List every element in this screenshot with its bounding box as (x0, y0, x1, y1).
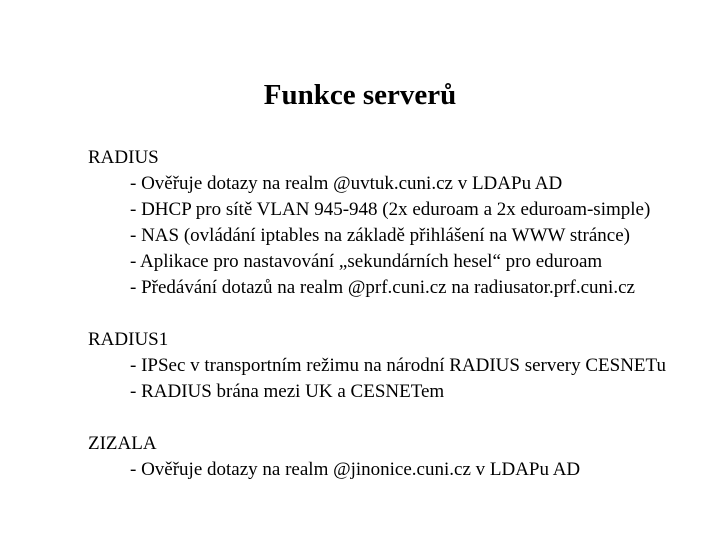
list-item: - Ověřuje dotazy na realm @jinonice.cuni.cz v LDAPu AD (130, 459, 581, 480)
page-title: Funkce serverů (263, 79, 457, 111)
list-item: - Ověřuje dotazy na realm @uvtuk.cuni.cz v LDAPu AD (130, 173, 563, 194)
list-item: - Aplikace pro nastavování „sekundárních hesel“ pro eduroam (130, 251, 603, 272)
list-item: - DHCP pro sítě VLAN 945-948 (2x eduroam a 2x eduroam-simple) (130, 199, 651, 220)
section-heading: ZIZALA (88, 433, 157, 454)
section-heading: RADIUS (88, 147, 159, 168)
section-radius (88, 145, 708, 301)
list-item: - NAS (ovládání iptables na základě přihlášení na WWW stránce) (130, 225, 630, 246)
list-item: - IPSec v transportním režimu na národní RADIUS servery CESNETu (130, 355, 666, 376)
section-heading: RADIUS1 (88, 329, 169, 350)
section-zizala (88, 431, 708, 483)
list-item: - RADIUS brána mezi UK a CESNETem (130, 381, 445, 402)
list-item: - Předávání dotazů na realm @prf.cuni.cz na radiusator.prf.cuni.cz (130, 277, 635, 298)
section-radius1 (88, 327, 708, 405)
